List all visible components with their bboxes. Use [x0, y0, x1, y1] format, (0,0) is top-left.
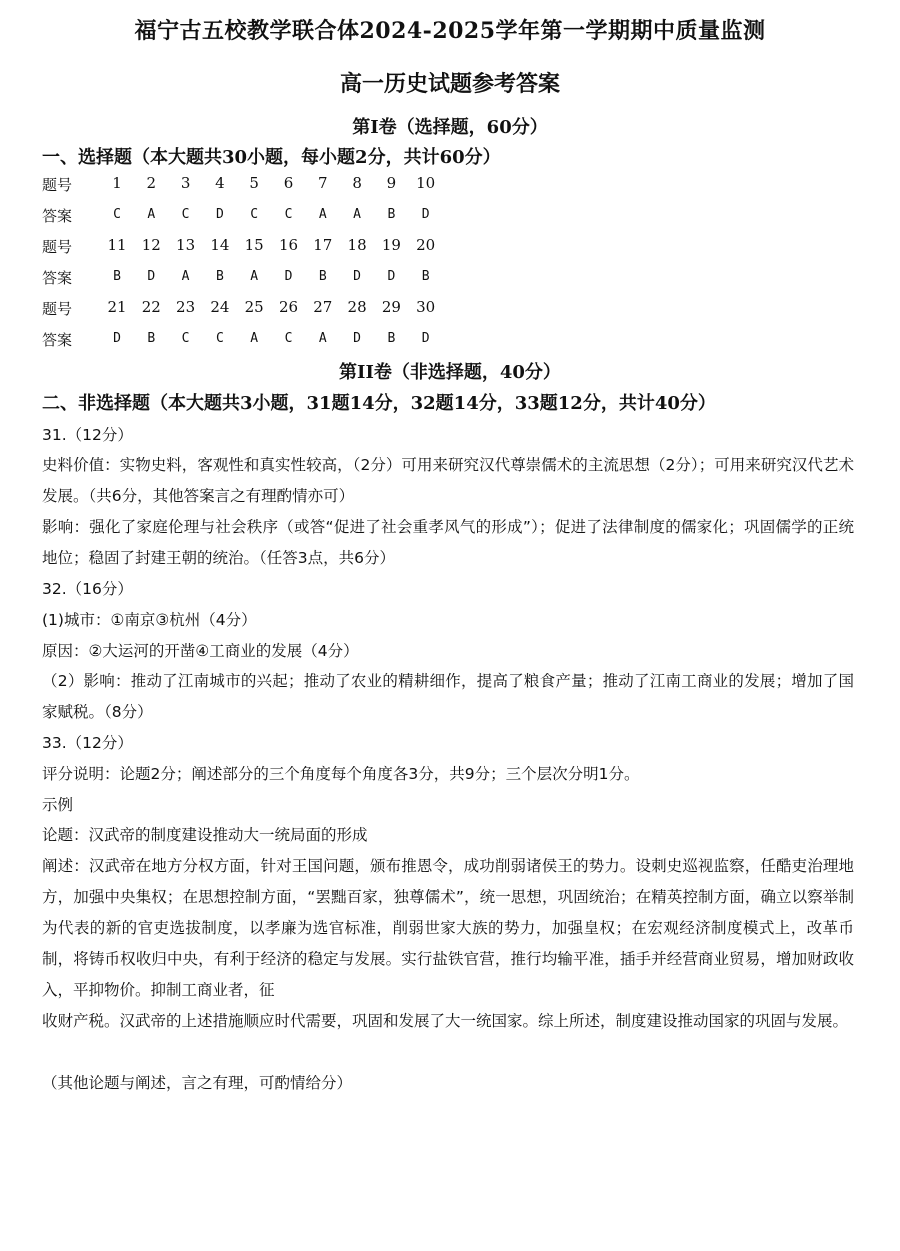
answer-cell: B [387, 331, 396, 346]
q32-impact: （2）影响：推动了江南城市的兴起；推动了农业的精耕细作，提高了粮食产量；推动了江南工商业的发展；增加了国家赋税。（8分） [42, 672, 854, 721]
question-number: 21 [107, 298, 127, 316]
answer-cell: C [250, 207, 259, 222]
answer-cell: C [215, 331, 224, 346]
question-number-label: 题号 [42, 176, 73, 194]
volume-2-title: 第II卷（非选择题，40分） [339, 362, 561, 383]
answer-cell: D [421, 207, 430, 222]
answer-cell: D [215, 207, 224, 222]
question-number: 10 [416, 174, 436, 192]
question-number-label: 题号 [42, 238, 73, 256]
answer-cell: A [250, 331, 259, 346]
answer-label: 答案 [42, 269, 73, 287]
answer-cell: B [318, 269, 327, 284]
question-number: 2 [146, 174, 157, 192]
q33-example-label: 示例 [42, 796, 74, 814]
answer-label: 答案 [42, 331, 73, 349]
question-number: 11 [107, 236, 127, 254]
answer-cell: B [387, 207, 396, 222]
q33-scoring-note: 评分说明：论题2分；阐述部分的三个角度每个角度各3分，共9分；三个层次分明1分。 [42, 765, 640, 783]
section-2-title: 二、非选择题（本大题共3小题，31题14分，32题14分，33题12分，共计40分） [42, 393, 716, 414]
question-number: 18 [347, 236, 367, 254]
question-number-row [42, 236, 642, 260]
answer-row [42, 329, 642, 353]
question-number: 12 [141, 236, 161, 254]
document-title: 福宁古五校教学联合体2024-2025学年第一学期期中质量监测 [134, 18, 766, 44]
answer-cell: C [284, 331, 293, 346]
question-number: 23 [176, 298, 196, 316]
question-number: 22 [141, 298, 161, 316]
answer-cell: A [318, 331, 327, 346]
question-number: 27 [313, 298, 333, 316]
answer-cell: D [113, 331, 121, 346]
q31-impact: 影响：强化了家庭伦理与社会秩序（或答“促进了社会重孝风气的形成”）；促进了法律制度的儒家化；巩固儒学的正统地位；稳固了封建王朝的统治。（任答3点，共6分） [42, 518, 854, 567]
q31-heading: 31.（12分） [42, 426, 133, 444]
answer-row [42, 205, 642, 229]
question-number: 7 [318, 174, 328, 192]
answer-cell: A [181, 269, 190, 284]
question-number: 9 [386, 174, 397, 192]
q33-thesis: 论题：汉武帝的制度建设推动大一统局面的形成 [42, 826, 368, 844]
q33-conclusion: 收财产税。汉武帝的上述措施顺应时代需要，巩固和发展了大一统国家。综上所述，制度建设推动国家的巩固与发展。 [42, 1012, 849, 1030]
answer-cell: D [353, 269, 361, 284]
q32-cities: (1)城市：①南京③杭州（4分） [42, 611, 257, 629]
q32-reasons: 原因：②大运河的开凿④工商业的发展（4分） [42, 642, 359, 660]
answer-cell: D [353, 331, 361, 346]
question-number: 5 [249, 174, 259, 192]
question-number: 28 [347, 298, 367, 316]
question-number: 6 [283, 174, 294, 192]
section-1-title: 一、选择题（本大题共30小题，每小题2分，共计60分） [42, 147, 501, 168]
answer-cell: B [147, 331, 156, 346]
q31-source-value: 史料价值：实物史料，客观性和真实性较高，（2分）可用来研究汉代尊崇儒术的主流思想（2分）；可用来研究汉代艺术发展。（共6分，其他答案言之有理酌情亦可） [42, 456, 854, 505]
answer-cell: A [250, 269, 259, 284]
q33-heading: 33.（12分） [42, 734, 133, 752]
question-number-row [42, 174, 642, 198]
question-number: 16 [278, 236, 299, 254]
answer-cell: C [113, 207, 121, 222]
question-number-row [42, 298, 642, 322]
answer-cell: C [181, 331, 190, 346]
question-number: 15 [244, 236, 264, 254]
answer-cell: A [318, 207, 327, 222]
answer-cell: B [421, 269, 430, 284]
answer-cell: C [284, 207, 293, 222]
answer-row [42, 267, 642, 291]
answer-cell: A [147, 207, 156, 222]
question-number: 13 [176, 236, 196, 254]
answer-cell: B [113, 269, 121, 284]
question-number: 17 [313, 236, 333, 254]
answer-cell: D [147, 269, 156, 284]
q32-heading: 32.（16分） [42, 580, 133, 598]
question-number: 25 [244, 298, 264, 316]
question-number: 4 [215, 174, 225, 192]
q33-argument: 阐述：汉武帝在地方分权方面，针对王国问题，颁布推恩令，成功削弱诸侯王的势力。设刺史巡视监察，任酷吏治理地方，加强中央集权；在思想控制方面，“罢黜百家，独尊儒术”，统一思想，巩固统治；在精英控制方面，确立以察举制为代表的新的官吏选拔制度，以孝廉为选官标准，削弱世家大族的势力，加强皇权；在宏观经济制度模式上，改革币制，将铸币权收归中央，有利于经济的稳定与发展。实行盐铁官营，推行均输平准，插手并经营商业贸易，增加财政收入，平抑物价。抑制工商业者，征 [42, 857, 854, 999]
question-number: 24 [210, 298, 230, 316]
question-number: 29 [381, 298, 401, 316]
question-number-label: 题号 [42, 300, 73, 318]
question-number: 19 [381, 236, 401, 254]
document-subtitle: 高一历史试题参考答案 [339, 71, 560, 97]
question-number: 14 [210, 236, 230, 254]
question-number: 26 [278, 298, 299, 316]
answer-cell: D [421, 331, 430, 346]
question-number: 1 [112, 174, 122, 192]
answer-label: 答案 [42, 207, 73, 225]
question-number: 8 [352, 174, 362, 192]
answer-cell: D [387, 269, 396, 284]
question-number: 30 [416, 298, 436, 316]
answer-cell: D [284, 269, 293, 284]
question-number: 3 [180, 174, 191, 192]
volume-1-title: 第I卷（选择题，60分） [352, 117, 548, 138]
answer-cell: C [181, 207, 190, 222]
answer-cell: B [215, 269, 224, 284]
q33-note: （其他论题与阐述，言之有理，可酌情给分） [42, 1074, 353, 1092]
answer-cell: A [353, 207, 361, 222]
question-number: 20 [416, 236, 436, 254]
